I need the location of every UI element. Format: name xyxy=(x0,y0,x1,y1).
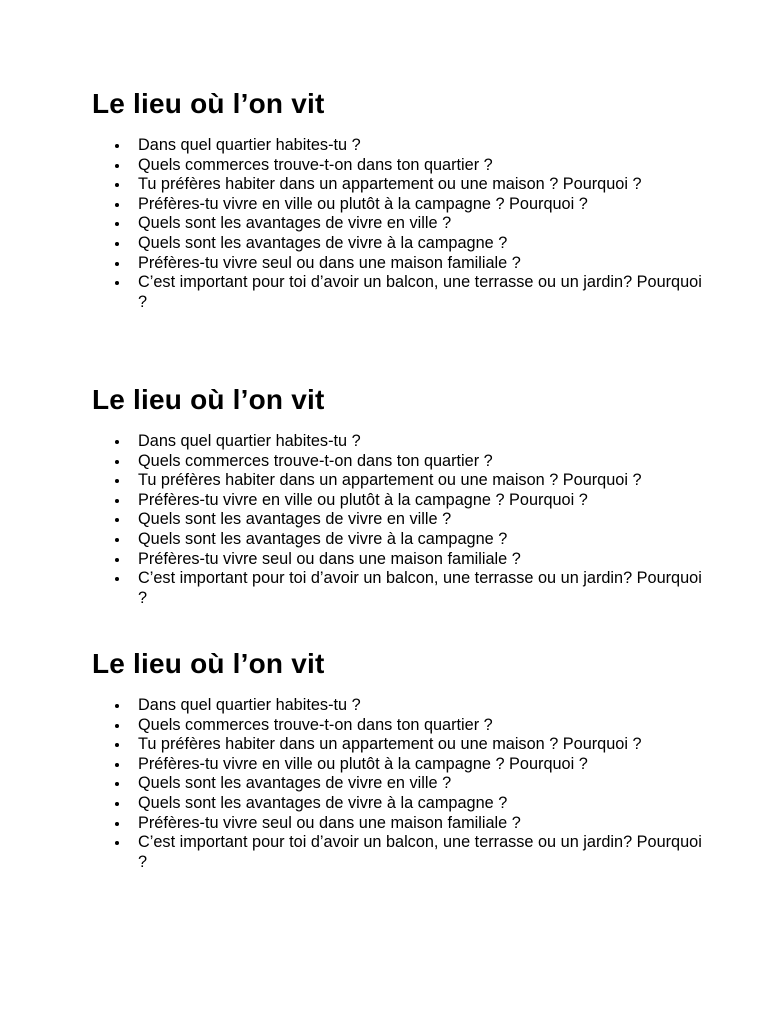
list-item xyxy=(92,452,712,472)
bullet-icon xyxy=(115,183,119,187)
question-text: C’est important pour toi d’avoir un balcon, une terrasse ou un jardin? Pourquoi ? xyxy=(138,273,702,311)
list-item xyxy=(92,755,712,775)
section-3 xyxy=(92,647,712,872)
question-text: Quels commerces trouve-t-on dans ton quartier ? xyxy=(138,715,493,734)
bullet-icon xyxy=(115,518,119,522)
list-item xyxy=(92,273,712,312)
bullet-icon xyxy=(115,499,119,503)
question-text: Préfères-tu vivre en ville ou plutôt à la campagne ? Pourquoi ? xyxy=(138,194,588,213)
question-text: Préfères-tu vivre seul ou dans une maison familiale ? xyxy=(138,549,521,568)
section-title: Le lieu où l’on vit xyxy=(92,648,325,679)
bullet-icon xyxy=(115,242,119,246)
list-item xyxy=(92,833,712,872)
question-text: Préfères-tu vivre en ville ou plutôt à la campagne ? Pourquoi ? xyxy=(138,754,588,773)
section-title: Le lieu où l’on vit xyxy=(92,88,325,119)
question-text: Quels sont les avantages de vivre à la campagne ? xyxy=(138,233,508,252)
bullet-icon xyxy=(115,822,119,826)
question-text: Quels sont les avantages de vivre à la campagne ? xyxy=(138,793,508,812)
question-text: Préfères-tu vivre seul ou dans une maison familiale ? xyxy=(138,253,521,272)
question-text: Tu préfères habiter dans un appartement ou une maison ? Pourquoi ? xyxy=(138,735,642,754)
bullet-icon xyxy=(115,802,119,806)
bullet-icon xyxy=(115,538,119,542)
bullet-icon xyxy=(115,479,119,483)
question-text: Préfères-tu vivre seul ou dans une maison familiale ? xyxy=(138,813,521,832)
list-item xyxy=(92,814,712,834)
bullet-icon xyxy=(115,782,119,786)
list-item xyxy=(92,471,712,491)
section-title: Le lieu où l’on vit xyxy=(92,384,325,415)
bullet-icon xyxy=(115,281,119,285)
bullet-icon xyxy=(115,164,119,168)
bullet-icon xyxy=(115,440,119,444)
bullet-icon xyxy=(115,704,119,708)
list-item xyxy=(92,735,712,755)
list-item xyxy=(92,156,712,176)
list-item xyxy=(92,569,712,608)
question-text: Tu préfères habiter dans un appartement ou une maison ? Pourquoi ? xyxy=(138,471,642,490)
list-item xyxy=(92,136,712,156)
question-text: C’est important pour toi d’avoir un balcon, une terrasse ou un jardin? Pourquoi ? xyxy=(138,833,702,871)
question-list xyxy=(92,696,712,872)
question-text: C’est important pour toi d’avoir un balcon, une terrasse ou un jardin? Pourquoi ? xyxy=(138,569,702,607)
section-1 xyxy=(92,87,712,312)
question-text: Dans quel quartier habites-tu ? xyxy=(138,432,361,450)
bullet-icon xyxy=(115,262,119,266)
list-item xyxy=(92,794,712,814)
question-text: Dans quel quartier habites-tu ? xyxy=(138,696,361,714)
bullet-icon xyxy=(115,558,119,562)
bullet-icon xyxy=(115,763,119,767)
section-2 xyxy=(92,383,712,608)
question-text: Quels commerces trouve-t-on dans ton quartier ? xyxy=(138,155,493,174)
list-item xyxy=(92,491,712,511)
list-item xyxy=(92,432,712,452)
bullet-icon xyxy=(115,724,119,728)
list-item xyxy=(92,716,712,736)
list-item xyxy=(92,550,712,570)
bullet-icon xyxy=(115,460,119,464)
question-text: Tu préfères habiter dans un appartement ou une maison ? Pourquoi ? xyxy=(138,175,642,194)
question-text: Quels sont les avantages de vivre en ville ? xyxy=(138,214,452,233)
list-item xyxy=(92,234,712,254)
list-item xyxy=(92,254,712,274)
list-item xyxy=(92,195,712,215)
question-text: Quels sont les avantages de vivre en ville ? xyxy=(138,510,452,529)
question-text: Préfères-tu vivre en ville ou plutôt à la campagne ? Pourquoi ? xyxy=(138,490,588,509)
bullet-icon xyxy=(115,222,119,226)
question-list xyxy=(92,432,712,608)
list-item xyxy=(92,510,712,530)
question-text: Dans quel quartier habites-tu ? xyxy=(138,136,361,154)
bullet-icon xyxy=(115,577,119,581)
bullet-icon xyxy=(115,144,119,148)
question-list xyxy=(92,136,712,312)
question-text: Quels sont les avantages de vivre en ville ? xyxy=(138,774,452,793)
list-item xyxy=(92,175,712,195)
list-item xyxy=(92,530,712,550)
question-text: Quels commerces trouve-t-on dans ton quartier ? xyxy=(138,451,493,470)
list-item xyxy=(92,214,712,234)
list-item xyxy=(92,696,712,716)
list-item xyxy=(92,774,712,794)
bullet-icon xyxy=(115,743,119,747)
question-text: Quels sont les avantages de vivre à la campagne ? xyxy=(138,529,508,548)
bullet-icon xyxy=(115,203,119,207)
bullet-icon xyxy=(115,841,119,845)
